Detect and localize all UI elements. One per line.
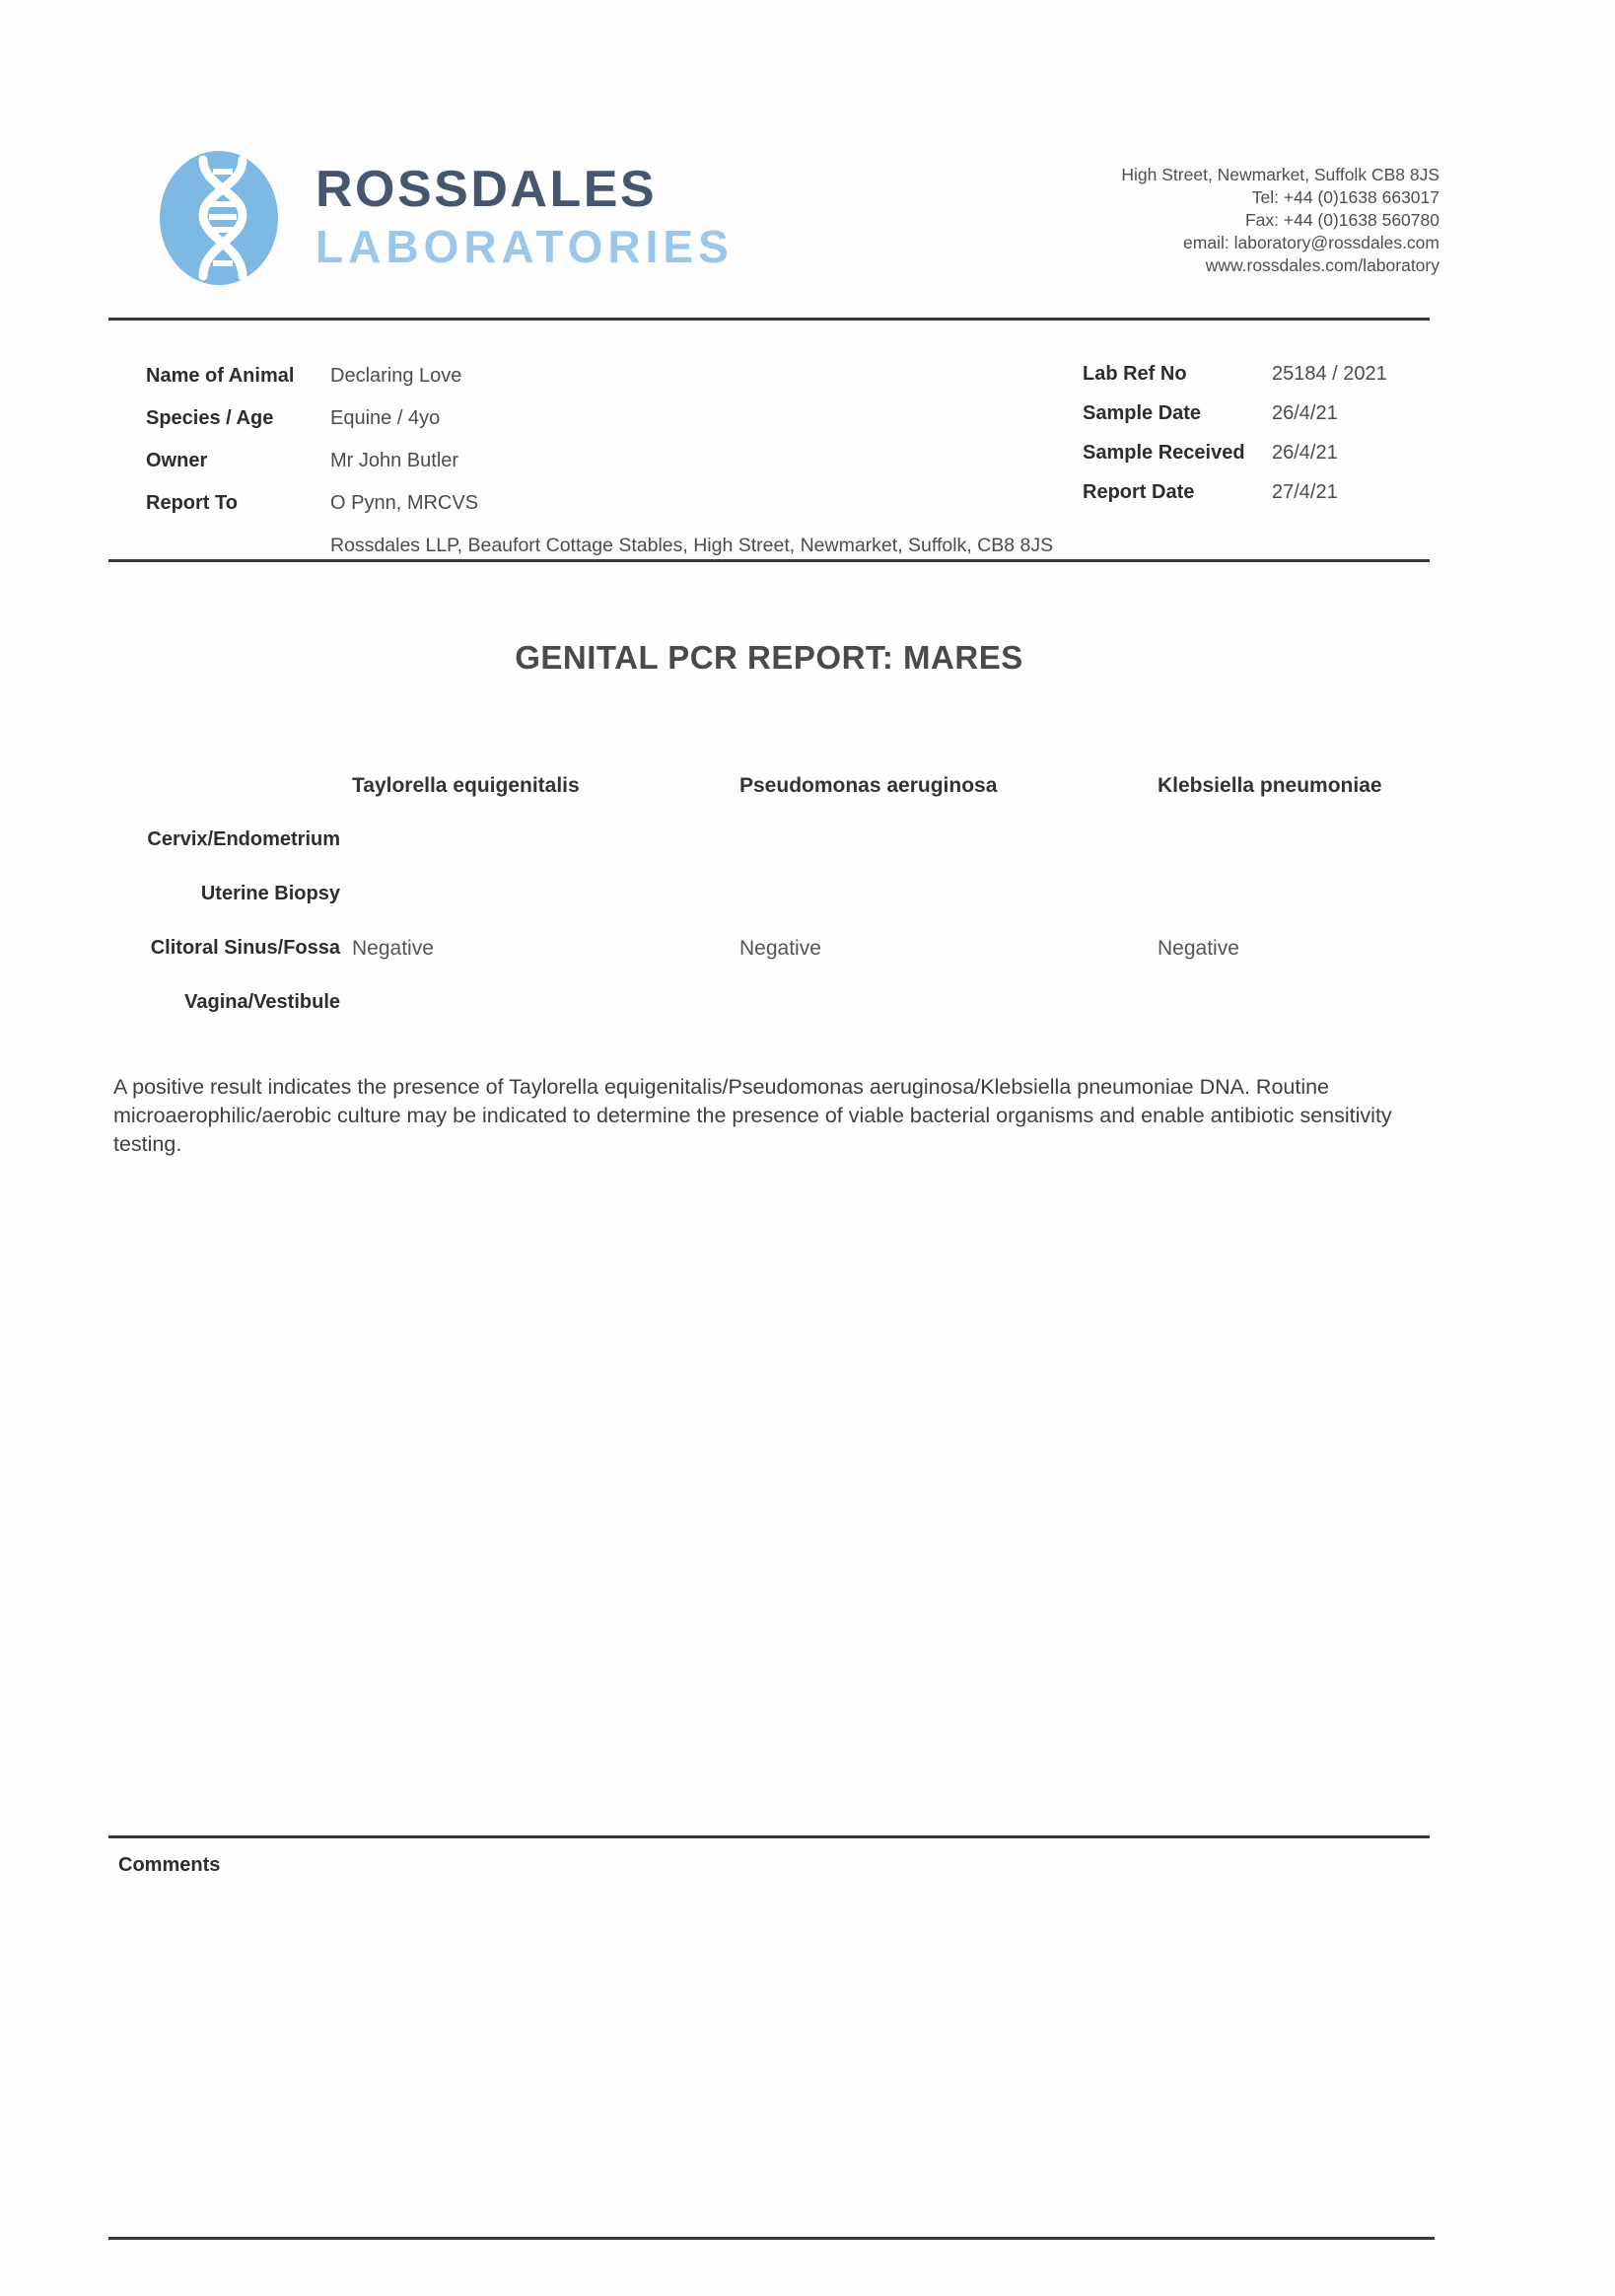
result-cell (728, 991, 1146, 1045)
row-label-vagina-vestibule: Vagina/Vestibule (184, 991, 340, 1013)
contact-fax: Fax: +44 (0)1638 560780 (1244, 210, 1439, 230)
contact-block (927, 164, 1439, 277)
field-value: 27/4/21 (1272, 481, 1338, 503)
column-header-taylorella: Taylorella equigenitalis (352, 774, 580, 797)
row-label-uterine-biopsy: Uterine Biopsy (200, 883, 340, 904)
field-value: Equine / 4yo (330, 407, 441, 429)
header-divider (108, 318, 1430, 321)
info-row-report-to (146, 492, 1053, 535)
column-header-klebsiella: Klebsiella pneumoniae (1158, 774, 1382, 797)
result-cell (1146, 828, 1430, 883)
info-row-name-of-animal (146, 365, 1053, 407)
contact-address: High Street, Newmarket, Suffolk CB8 8JS (1121, 165, 1439, 184)
field-label: Report To (146, 492, 238, 514)
contact-tel: Tel: +44 (0)1638 663017 (1251, 187, 1439, 207)
row-label-cervix-endometrium: Cervix/Endometrium (147, 828, 340, 850)
result-cell (1146, 991, 1430, 1045)
report-to-address: Rossdales LLP, Beaufort Cottage Stables, High Street, Newmarket, Suffolk, CB8 8JS (330, 535, 1054, 556)
result-cell (340, 991, 728, 1045)
field-value: 26/4/21 (1272, 442, 1338, 464)
result-cell (1146, 883, 1430, 937)
contact-website: www.rossdales.com/laboratory (1205, 255, 1439, 275)
dna-helix-icon (158, 148, 280, 288)
result-cell: Negative (1158, 937, 1239, 960)
result-cell: Negative (739, 937, 821, 960)
info-row-owner (146, 450, 1053, 492)
column-header-pseudomonas: Pseudomonas aeruginosa (739, 774, 998, 797)
results-table (0, 774, 1430, 1045)
info-row-lab-ref-no (1083, 363, 1387, 402)
result-cell (728, 828, 1146, 883)
info-row-species-age (146, 407, 1053, 450)
lab-info-block (1083, 363, 1387, 521)
field-value: 26/4/21 (1272, 402, 1338, 424)
interpretation-note: A positive result indicates the presence of Taylorella equigenitalis/Pseudomonas aeruginosa/Klebsiella pneumoniae DNA. Routine microaerophilic/aerobic culture may be indicated to determine the presence of viable bacterial organisms and enable antibiotic sensitivity testing. (113, 1075, 1392, 1156)
brand-block (316, 161, 734, 272)
result-cell (340, 883, 728, 937)
field-value: O Pynn, MRCVS (330, 492, 479, 514)
field-value: 25184 / 2021 (1272, 363, 1387, 385)
field-value: Declaring Love (330, 365, 462, 387)
field-label: Lab Ref No (1083, 363, 1187, 385)
results-header-spacer (0, 774, 340, 833)
brand-name-line1: ROSSDALES (316, 161, 658, 218)
info-divider (108, 559, 1430, 562)
field-label: Owner (146, 450, 208, 471)
report-title: GENITAL PCR REPORT: MARES (515, 639, 1023, 676)
brand-name-line2: LABORATORIES (316, 221, 734, 272)
field-label: Sample Received (1083, 442, 1245, 464)
field-value: Mr John Butler (330, 450, 459, 471)
rossdales-logo (158, 148, 280, 293)
field-label: Sample Date (1083, 402, 1202, 424)
result-cell (728, 883, 1146, 937)
row-label-clitoral-sinus-fossa: Clitoral Sinus/Fossa (150, 937, 340, 959)
footer-divider (108, 2237, 1435, 2240)
comments-label: Comments (118, 1854, 221, 1876)
comments-divider (108, 1835, 1430, 1838)
info-row-sample-date (1083, 402, 1387, 442)
animal-info-block (146, 365, 1053, 557)
result-cell (340, 828, 728, 883)
contact-email: email: laboratory@rossdales.com (1183, 233, 1439, 252)
field-label: Name of Animal (146, 365, 295, 387)
result-cell: Negative (352, 937, 434, 960)
info-row-report-date (1083, 481, 1387, 521)
field-label: Species / Age (146, 407, 274, 429)
field-label: Report Date (1083, 481, 1195, 503)
info-row-sample-received (1083, 442, 1387, 481)
